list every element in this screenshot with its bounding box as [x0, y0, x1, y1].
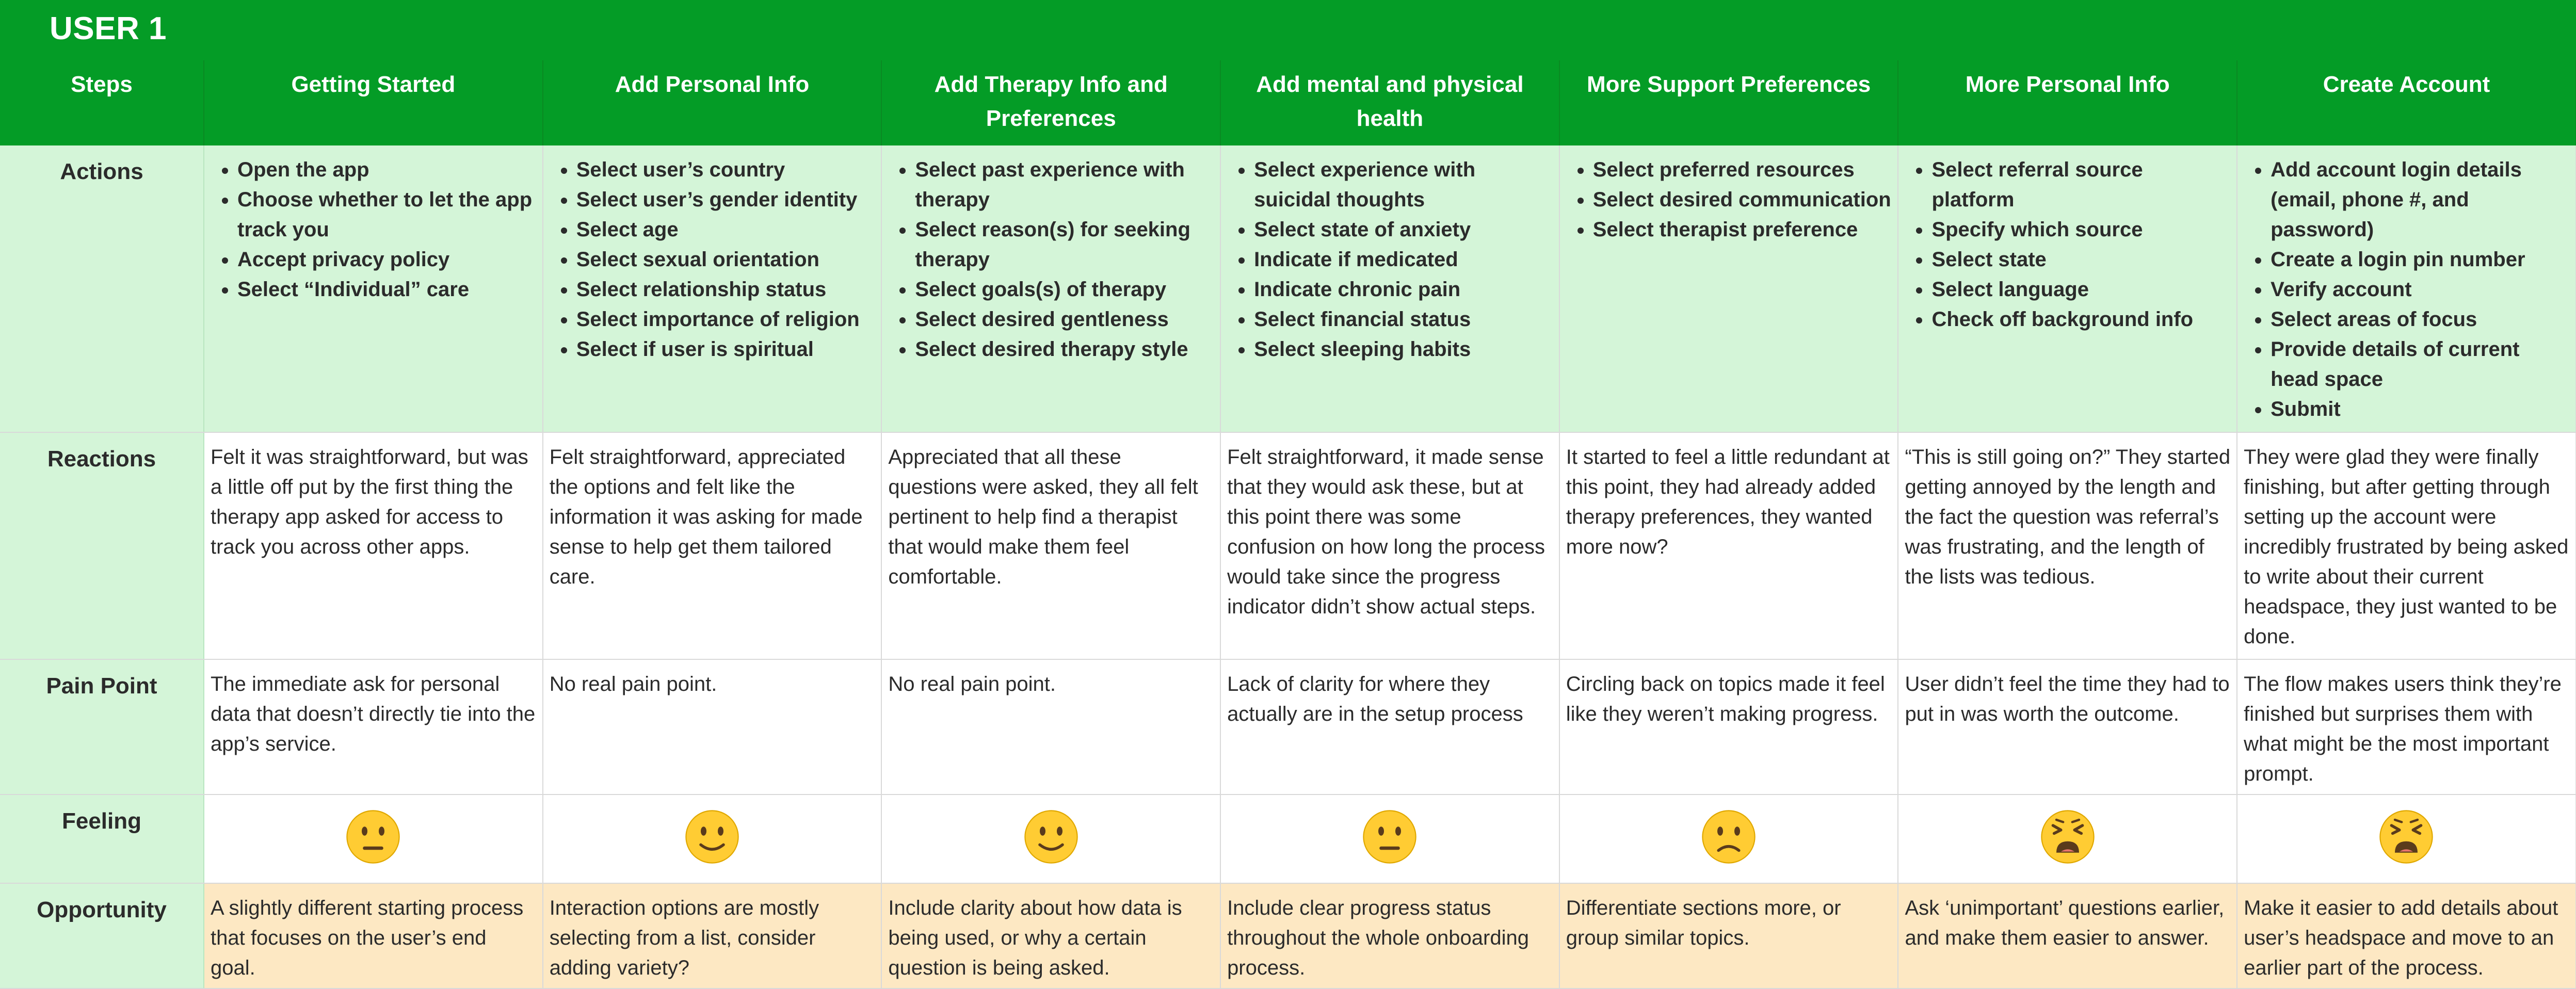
action-item: • Select sexual orientation — [576, 245, 875, 274]
neutral-face-icon — [1361, 808, 1418, 865]
action-item: • Select user’s gender identity — [576, 185, 875, 215]
opportunity-cell: Include clear progress status throughout the whole onboarding process. — [1220, 883, 1559, 988]
slightly-smiling-face-icon — [1023, 808, 1080, 865]
actions-label: Actions — [0, 145, 204, 432]
actions-cell — [1559, 145, 1898, 432]
opportunity-label: Opportunity — [0, 883, 204, 988]
action-item: • Select language — [1931, 274, 2230, 304]
reactions-label: Reactions — [0, 432, 204, 659]
actions-list — [211, 155, 536, 304]
action-item: • Indicate if medicated — [1254, 245, 1553, 274]
action-item: • Select preferred resources — [1593, 155, 1892, 185]
action-item: • Select referral source platform — [1931, 155, 2230, 215]
reaction-cell: It started to feel a little redundant at this point, they had already added therapy preferences, they wanted more now? — [1559, 432, 1898, 659]
action-item: • Choose whether to let the app track you — [237, 185, 536, 245]
title-bar — [0, 0, 2576, 60]
action-item: • Select reason(s) for seeking therapy — [915, 215, 1214, 274]
feeling-row — [0, 795, 2576, 883]
action-item: • Open the app — [237, 155, 536, 185]
actions-list — [888, 155, 1214, 364]
action-item: • Specify which source — [1931, 215, 2230, 245]
action-item: • Submit — [2271, 394, 2569, 424]
actions-list — [1566, 155, 1892, 245]
action-item: • Select experience with suicidal thoughts — [1254, 155, 1553, 215]
actions-list — [550, 155, 875, 364]
step-header: More Support Preferences — [1559, 60, 1898, 145]
reaction-cell: Appreciated that all these questions were asked, they all felt pertinent to help find a therapist that would make them feel comfortable. — [881, 432, 1220, 659]
page-title: USER 1 — [50, 11, 167, 46]
action-item: • Select age — [576, 215, 875, 245]
action-item: • Add account login details (email, phone #, and password) — [2271, 155, 2569, 245]
actions-row — [0, 145, 2576, 432]
step-header: Add mental and physical health — [1220, 60, 1559, 145]
steps-row — [0, 60, 2576, 145]
action-item: • Check off background info — [1931, 304, 2230, 334]
pain-point-label: Pain Point — [0, 659, 204, 795]
action-item: • Select state — [1931, 245, 2230, 274]
action-item: • Select desired therapy style — [915, 334, 1214, 364]
pain-point-cell: Circling back on topics made it feel like they weren’t making progress. — [1559, 659, 1898, 795]
actions-cell — [2237, 145, 2576, 432]
step-header: Add Personal Info — [543, 60, 882, 145]
step-header: Create Account — [2237, 60, 2576, 145]
action-item: • Select state of anxiety — [1254, 215, 1553, 245]
action-item: • Select past experience with therapy — [915, 155, 1214, 215]
opportunity-cell: Ask ‘unimportant’ questions earlier, and make them easier to answer. — [1898, 883, 2237, 988]
pain-point-cell: The immediate ask for personal data that doesn’t directly tie into the app’s service. — [204, 659, 543, 795]
action-item: • Select therapist preference — [1593, 215, 1892, 245]
pain-point-cell: No real pain point. — [543, 659, 882, 795]
action-item: • Select user’s country — [576, 155, 875, 185]
feeling-cell — [1898, 795, 2237, 883]
actions-cell — [881, 145, 1220, 432]
feeling-cell — [1559, 795, 1898, 883]
action-item: • Select financial status — [1254, 304, 1553, 334]
pain-point-row — [0, 659, 2576, 795]
action-item: • Select desired communication — [1593, 185, 1892, 215]
action-item: • Select areas of focus — [2271, 304, 2569, 334]
action-item: • Indicate chronic pain — [1254, 274, 1553, 304]
action-item: • Select goals(s) of therapy — [915, 274, 1214, 304]
step-header: Getting Started — [204, 60, 543, 145]
reactions-row — [0, 432, 2576, 659]
action-item: • Select desired gentleness — [915, 304, 1214, 334]
action-item: • Select if user is spiritual — [576, 334, 875, 364]
reaction-cell: Felt it was straightforward, but was a little off put by the first thing the therapy app asked for access to track you across other apps. — [204, 432, 543, 659]
feeling-cell — [543, 795, 882, 883]
opportunity-cell: Make it easier to add details about user’s headspace and move to an earlier part of the process. — [2237, 883, 2576, 988]
slightly-smiling-face-icon — [684, 808, 740, 865]
opportunity-cell: Include clarity about how data is being used, or why a certain question is being asked. — [881, 883, 1220, 988]
pain-point-cell: No real pain point. — [881, 659, 1220, 795]
weary-face-icon — [2378, 808, 2435, 865]
reaction-cell: They were glad they were finally finishing, but after getting through setting up the account were incredibly frustrated by being asked to write about their current headspace, they just wanted to be done. — [2237, 432, 2576, 659]
journey-table — [0, 60, 2576, 989]
opportunity-cell: A slightly different starting process that focuses on the user’s end goal. — [204, 883, 543, 988]
action-item: • Create a login pin number — [2271, 245, 2569, 274]
pain-point-cell: Lack of clarity for where they actually are in the setup process — [1220, 659, 1559, 795]
action-item: • Select relationship status — [576, 274, 875, 304]
feeling-cell — [1220, 795, 1559, 883]
pain-point-cell: The flow makes users think they’re finished but surprises them with what might be the most important prompt. — [2237, 659, 2576, 795]
actions-cell — [543, 145, 882, 432]
opportunity-row — [0, 883, 2576, 988]
slightly-frowning-face-icon — [1700, 808, 1757, 865]
feeling-cell — [2237, 795, 2576, 883]
action-item: • Select importance of religion — [576, 304, 875, 334]
actions-cell — [1898, 145, 2237, 432]
weary-face-icon — [2039, 808, 2096, 865]
action-item: • Accept privacy policy — [237, 245, 536, 274]
step-header: More Personal Info — [1898, 60, 2237, 145]
actions-list — [2244, 155, 2569, 424]
action-item: • Select “Individual” care — [237, 274, 536, 304]
step-header: Add Therapy Info and Preferences — [881, 60, 1220, 145]
actions-cell — [204, 145, 543, 432]
actions-list — [1227, 155, 1553, 364]
action-item: • Provide details of current head space — [2271, 334, 2569, 394]
action-item: • Select sleeping habits — [1254, 334, 1553, 364]
action-item: • Verify account — [2271, 274, 2569, 304]
reaction-cell: Felt straightforward, it made sense that they would ask these, but at this point there was some confusion on how long the process would take since the progress indicator didn’t show actual steps. — [1220, 432, 1559, 659]
actions-list — [1905, 155, 2230, 334]
feeling-cell — [204, 795, 543, 883]
opportunity-cell: Interaction options are mostly selecting from a list, consider adding variety? — [543, 883, 882, 988]
neutral-face-icon — [345, 808, 401, 865]
reaction-cell: “This is still going on?” They started getting annoyed by the length and the fact the question was referral’s was frustrating, and the length of the lists was tedious. — [1898, 432, 2237, 659]
steps-label: Steps — [0, 60, 204, 145]
feeling-label: Feeling — [0, 795, 204, 883]
opportunity-cell: Differentiate sections more, or group similar topics. — [1559, 883, 1898, 988]
pain-point-cell: User didn’t feel the time they had to put in was worth the outcome. — [1898, 659, 2237, 795]
actions-cell — [1220, 145, 1559, 432]
reaction-cell: Felt straightforward, appreciated the options and felt like the information it was asking for made sense to help get them tailored care. — [543, 432, 882, 659]
feeling-cell — [881, 795, 1220, 883]
